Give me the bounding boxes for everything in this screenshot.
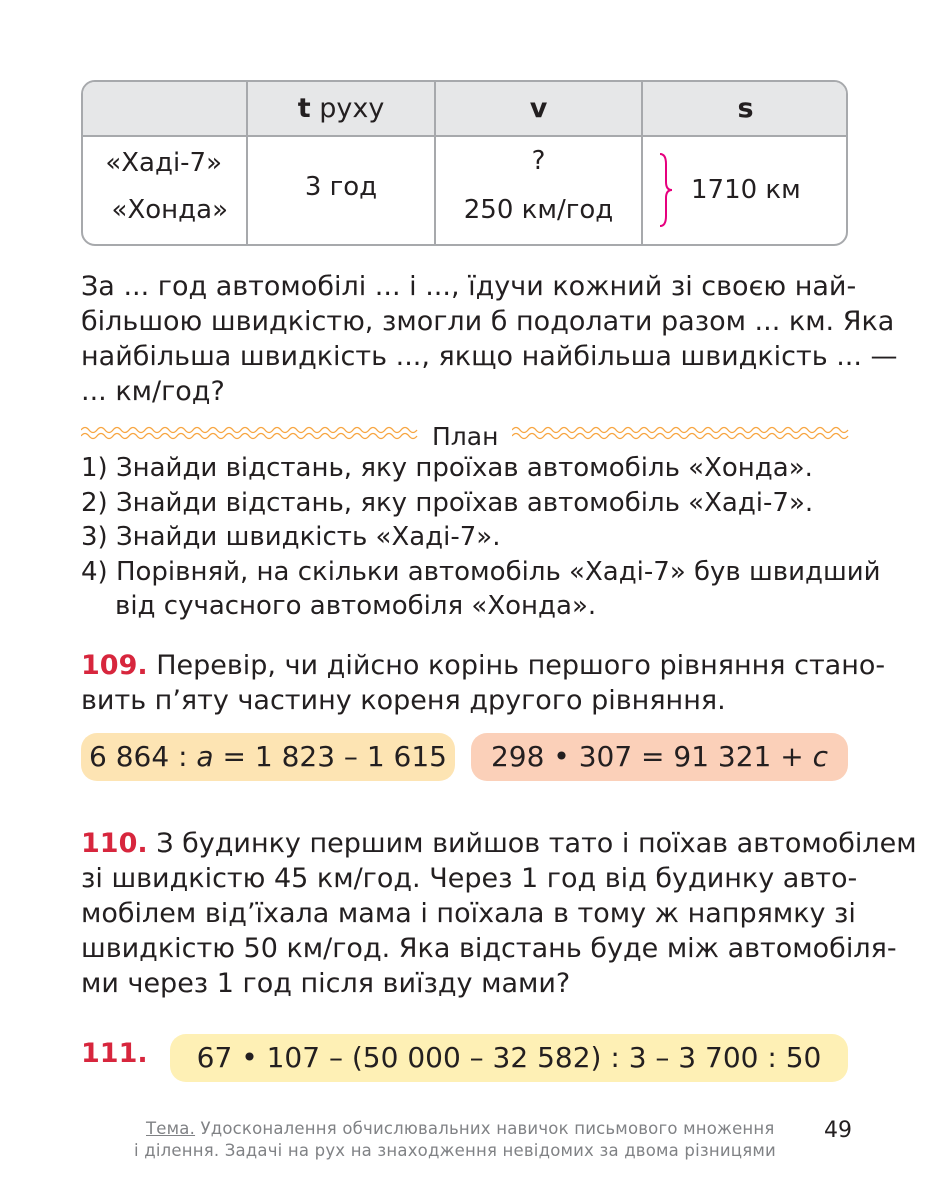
plan-item: 3) Знайди швидкість «Хаді-7». [81, 522, 501, 552]
header-time: t руху [297, 93, 385, 124]
wave-divider-left [81, 424, 419, 444]
task-109: 109. Перевір, чи дійсно корінь першого рівняння стано- вить п’яту частину кореня другого рівняння. [81, 650, 886, 716]
plan-item: 2) Знайди відстань, яку проїхав автомобіль «Хаді-7». [81, 487, 814, 518]
motion-table [81, 80, 848, 246]
task-number: 110. [81, 828, 148, 859]
car-name-hadi: «Хаді-7» [105, 148, 222, 178]
footer-topic: Тема. Удосконалення обчислювальних навичок письмового множення [146, 1119, 775, 1138]
wave-divider-right [512, 424, 850, 444]
plan-item: від сучасного автомобіля «Хонда». [115, 591, 597, 621]
equation-2: 298 • 307 = 91 321 + c [471, 733, 848, 781]
speed-honda: 250 км/год [463, 195, 614, 225]
expression-111: 67 • 107 – (50 000 – 32 582) : 3 – 3 700 : 50 [170, 1034, 848, 1082]
task-number: 109. [81, 650, 148, 681]
time-value: 3 год [304, 172, 378, 202]
plan-list [81, 451, 881, 624]
plan-item: 1) Знайди відстань, яку проїхав автомобіль «Хонда». [81, 453, 813, 483]
problem-text: За ... год автомобілі ... і ..., їдучи кожний зі своєю най- більшою швидкістю, змогли б подолати разом ... км. Яка найбільша швидкість ..., якщо найбільша швидкість ... — ... км/год? [81, 271, 898, 407]
curly-brace-icon [658, 152, 674, 228]
page-number: 49 [824, 1118, 852, 1143]
plan-item: 4) Порівняй, на скільки автомобіль «Хаді-7» був швидший [81, 556, 881, 587]
header-speed: v [529, 93, 548, 124]
car-name-honda: «Хонда» [111, 195, 228, 225]
header-distance: s [737, 93, 754, 124]
plan-title: План [432, 422, 499, 451]
equation-1: 6 864 : a = 1 823 – 1 615 [81, 733, 455, 781]
task-number-111: 111. [81, 1038, 148, 1069]
distance-total: 1710 км [691, 175, 801, 205]
task-110: 110. З будинку першим вийшов тато і поїхав автомобілем зі швидкістю 45 км/год. Через 1 год від будинку авто- мобілем від’їхала мама і поїхала в тому ж напрямку зі швидкістю 50 км/год. Яка відстань буде між автомобіля- ми через 1 год після виїзду мами? [81, 828, 917, 999]
footer-topic-line2: і ділення. Задачі на рух на знаходження невідомих за двома різницями [134, 1141, 776, 1160]
speed-unknown: ? [531, 146, 546, 176]
